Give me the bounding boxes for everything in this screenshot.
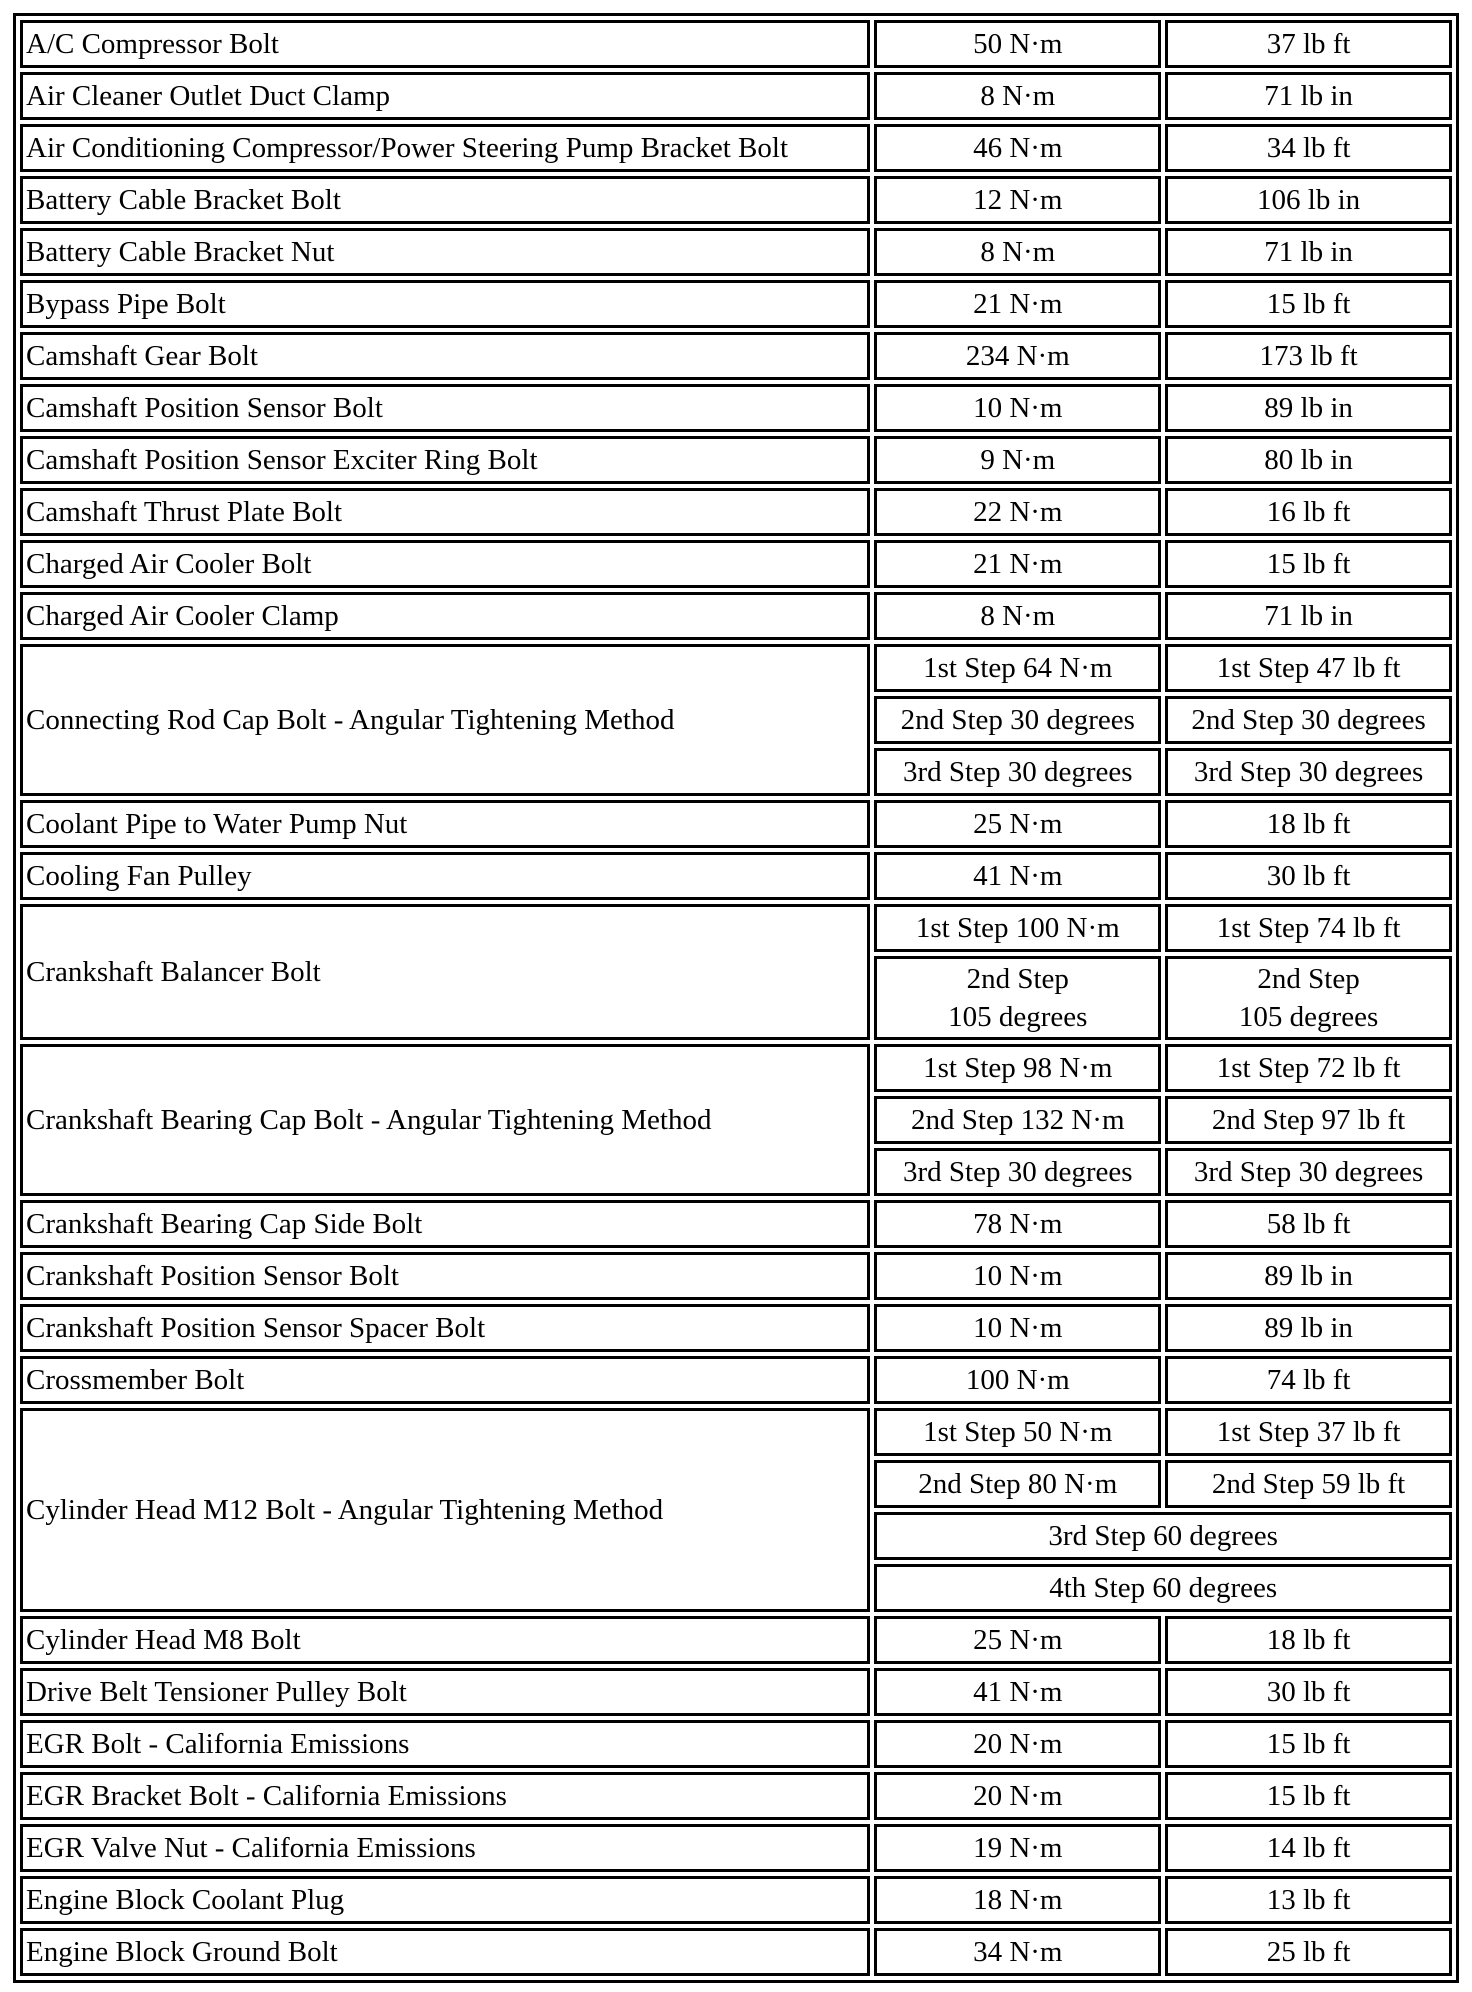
table-row <box>20 1928 1452 1976</box>
table-row <box>20 228 1452 276</box>
metric-torque-value: 12 N·m <box>874 176 1161 224</box>
fastener-name: Charged Air Cooler Clamp <box>20 592 870 640</box>
imperial-torque-value: 25 lb ft <box>1165 1928 1452 1976</box>
imperial-torque-value: 58 lb ft <box>1165 1200 1452 1248</box>
fastener-name: Camshaft Position Sensor Exciter Ring Bolt <box>20 436 870 484</box>
metric-torque-value: 22 N·m <box>874 488 1161 536</box>
imperial-torque-value: 3rd Step 30 degrees <box>1165 748 1452 796</box>
imperial-torque-value: 1st Step 37 lb ft <box>1165 1408 1452 1456</box>
imperial-torque-value: 2nd Step 59 lb ft <box>1165 1460 1452 1508</box>
table-row <box>20 904 1452 952</box>
imperial-torque-value: 37 lb ft <box>1165 20 1452 68</box>
imperial-torque-value: 3rd Step 30 degrees <box>1165 1148 1452 1196</box>
imperial-torque-value: 1st Step 72 lb ft <box>1165 1044 1452 1092</box>
fastener-name: A/C Compressor Bolt <box>20 20 870 68</box>
fastener-name: Crankshaft Position Sensor Bolt <box>20 1252 870 1300</box>
metric-torque-value: 2nd Step 105 degrees <box>874 956 1161 1040</box>
metric-torque-value: 1st Step 100 N·m <box>874 904 1161 952</box>
imperial-torque-value: 15 lb ft <box>1165 280 1452 328</box>
fastener-name: EGR Bolt - California Emissions <box>20 1720 870 1768</box>
table-row <box>20 332 1452 380</box>
metric-torque-value: 50 N·m <box>874 20 1161 68</box>
table-row <box>20 1252 1452 1300</box>
metric-torque-value: 10 N·m <box>874 1304 1161 1352</box>
imperial-torque-value: 89 lb in <box>1165 1304 1452 1352</box>
table-row <box>20 1772 1452 1820</box>
fastener-name: Cooling Fan Pulley <box>20 852 870 900</box>
fastener-name: Camshaft Gear Bolt <box>20 332 870 380</box>
table-row <box>20 540 1452 588</box>
imperial-torque-value: 80 lb in <box>1165 436 1452 484</box>
table-row <box>20 852 1452 900</box>
combined-step-value: 3rd Step 60 degrees <box>874 1512 1452 1560</box>
table-row <box>20 592 1452 640</box>
imperial-torque-value: 106 lb in <box>1165 176 1452 224</box>
metric-torque-value: 8 N·m <box>874 592 1161 640</box>
table-row <box>20 436 1452 484</box>
metric-torque-value: 2nd Step 80 N·m <box>874 1460 1161 1508</box>
table-row <box>20 1408 1452 1456</box>
metric-torque-value: 3rd Step 30 degrees <box>874 748 1161 796</box>
fastener-name: Battery Cable Bracket Nut <box>20 228 870 276</box>
imperial-torque-value: 34 lb ft <box>1165 124 1452 172</box>
table-row <box>20 124 1452 172</box>
metric-torque-value: 2nd Step 30 degrees <box>874 696 1161 744</box>
imperial-torque-value: 18 lb ft <box>1165 1616 1452 1664</box>
table-row <box>20 1304 1452 1352</box>
fastener-name: Connecting Rod Cap Bolt - Angular Tightening Method <box>20 644 870 796</box>
fastener-name: Coolant Pipe to Water Pump Nut <box>20 800 870 848</box>
metric-torque-value: 10 N·m <box>874 1252 1161 1300</box>
table-row <box>20 72 1452 120</box>
fastener-name: Drive Belt Tensioner Pulley Bolt <box>20 1668 870 1716</box>
torque-specification-table <box>13 13 1459 1983</box>
table-row <box>20 176 1452 224</box>
table-row <box>20 1876 1452 1924</box>
imperial-torque-value: 2nd Step 97 lb ft <box>1165 1096 1452 1144</box>
metric-torque-value: 9 N·m <box>874 436 1161 484</box>
metric-torque-value: 19 N·m <box>874 1824 1161 1872</box>
imperial-torque-value: 18 lb ft <box>1165 800 1452 848</box>
imperial-torque-value: 2nd Step 30 degrees <box>1165 696 1452 744</box>
table-row <box>20 644 1452 692</box>
metric-torque-value: 21 N·m <box>874 540 1161 588</box>
metric-torque-value: 78 N·m <box>874 1200 1161 1248</box>
imperial-torque-value: 71 lb in <box>1165 228 1452 276</box>
metric-torque-value: 20 N·m <box>874 1720 1161 1768</box>
fastener-name: EGR Bracket Bolt - California Emissions <box>20 1772 870 1820</box>
imperial-torque-value: 74 lb ft <box>1165 1356 1452 1404</box>
metric-torque-value: 46 N·m <box>874 124 1161 172</box>
fastener-name: Engine Block Coolant Plug <box>20 1876 870 1924</box>
table-row <box>20 1720 1452 1768</box>
imperial-torque-value: 30 lb ft <box>1165 852 1452 900</box>
imperial-torque-value: 173 lb ft <box>1165 332 1452 380</box>
metric-torque-value: 18 N·m <box>874 1876 1161 1924</box>
fastener-name: Camshaft Position Sensor Bolt <box>20 384 870 432</box>
table-row <box>20 800 1452 848</box>
imperial-torque-value: 89 lb in <box>1165 1252 1452 1300</box>
metric-torque-value: 8 N·m <box>874 228 1161 276</box>
imperial-torque-value: 89 lb in <box>1165 384 1452 432</box>
fastener-name: Cylinder Head M12 Bolt - Angular Tightening Method <box>20 1408 870 1612</box>
metric-torque-value: 10 N·m <box>874 384 1161 432</box>
metric-torque-value: 41 N·m <box>874 852 1161 900</box>
fastener-name: Cylinder Head M8 Bolt <box>20 1616 870 1664</box>
table-row <box>20 1824 1452 1872</box>
metric-torque-value: 34 N·m <box>874 1928 1161 1976</box>
fastener-name: Crankshaft Balancer Bolt <box>20 904 870 1040</box>
table-row <box>20 488 1452 536</box>
imperial-torque-value: 15 lb ft <box>1165 1772 1452 1820</box>
fastener-name: Crankshaft Position Sensor Spacer Bolt <box>20 1304 870 1352</box>
metric-torque-value: 21 N·m <box>874 280 1161 328</box>
imperial-torque-value: 1st Step 47 lb ft <box>1165 644 1452 692</box>
metric-torque-value: 234 N·m <box>874 332 1161 380</box>
metric-torque-value: 2nd Step 132 N·m <box>874 1096 1161 1144</box>
combined-step-value: 4th Step 60 degrees <box>874 1564 1452 1612</box>
metric-torque-value: 41 N·m <box>874 1668 1161 1716</box>
metric-torque-value: 25 N·m <box>874 1616 1161 1664</box>
fastener-name: Crankshaft Bearing Cap Bolt - Angular Tightening Method <box>20 1044 870 1196</box>
imperial-torque-value: 14 lb ft <box>1165 1824 1452 1872</box>
metric-torque-value: 100 N·m <box>874 1356 1161 1404</box>
fastener-name: Crossmember Bolt <box>20 1356 870 1404</box>
table-row <box>20 1200 1452 1248</box>
imperial-torque-value: 1st Step 74 lb ft <box>1165 904 1452 952</box>
imperial-torque-value: 71 lb in <box>1165 72 1452 120</box>
metric-torque-value: 8 N·m <box>874 72 1161 120</box>
fastener-name: Battery Cable Bracket Bolt <box>20 176 870 224</box>
table-row <box>20 20 1452 68</box>
fastener-name: EGR Valve Nut - California Emissions <box>20 1824 870 1872</box>
imperial-torque-value: 15 lb ft <box>1165 540 1452 588</box>
fastener-name: Air Conditioning Compressor/Power Steering Pump Bracket Bolt <box>20 124 870 172</box>
metric-torque-value: 25 N·m <box>874 800 1161 848</box>
fastener-name: Engine Block Ground Bolt <box>20 1928 870 1976</box>
metric-torque-value: 20 N·m <box>874 1772 1161 1820</box>
imperial-torque-value: 71 lb in <box>1165 592 1452 640</box>
table-row <box>20 280 1452 328</box>
table-row <box>20 1356 1452 1404</box>
fastener-name: Camshaft Thrust Plate Bolt <box>20 488 870 536</box>
table-row <box>20 384 1452 432</box>
metric-torque-value: 3rd Step 30 degrees <box>874 1148 1161 1196</box>
table-row <box>20 1668 1452 1716</box>
fastener-name: Bypass Pipe Bolt <box>20 280 870 328</box>
fastener-name: Charged Air Cooler Bolt <box>20 540 870 588</box>
imperial-torque-value: 30 lb ft <box>1165 1668 1452 1716</box>
imperial-torque-value: 15 lb ft <box>1165 1720 1452 1768</box>
table-row <box>20 1616 1452 1664</box>
metric-torque-value: 1st Step 98 N·m <box>874 1044 1161 1092</box>
table-row <box>20 1044 1452 1092</box>
imperial-torque-value: 13 lb ft <box>1165 1876 1452 1924</box>
fastener-name: Crankshaft Bearing Cap Side Bolt <box>20 1200 870 1248</box>
imperial-torque-value: 16 lb ft <box>1165 488 1452 536</box>
table-body <box>20 20 1452 1976</box>
imperial-torque-value: 2nd Step 105 degrees <box>1165 956 1452 1040</box>
fastener-name: Air Cleaner Outlet Duct Clamp <box>20 72 870 120</box>
metric-torque-value: 1st Step 50 N·m <box>874 1408 1161 1456</box>
metric-torque-value: 1st Step 64 N·m <box>874 644 1161 692</box>
